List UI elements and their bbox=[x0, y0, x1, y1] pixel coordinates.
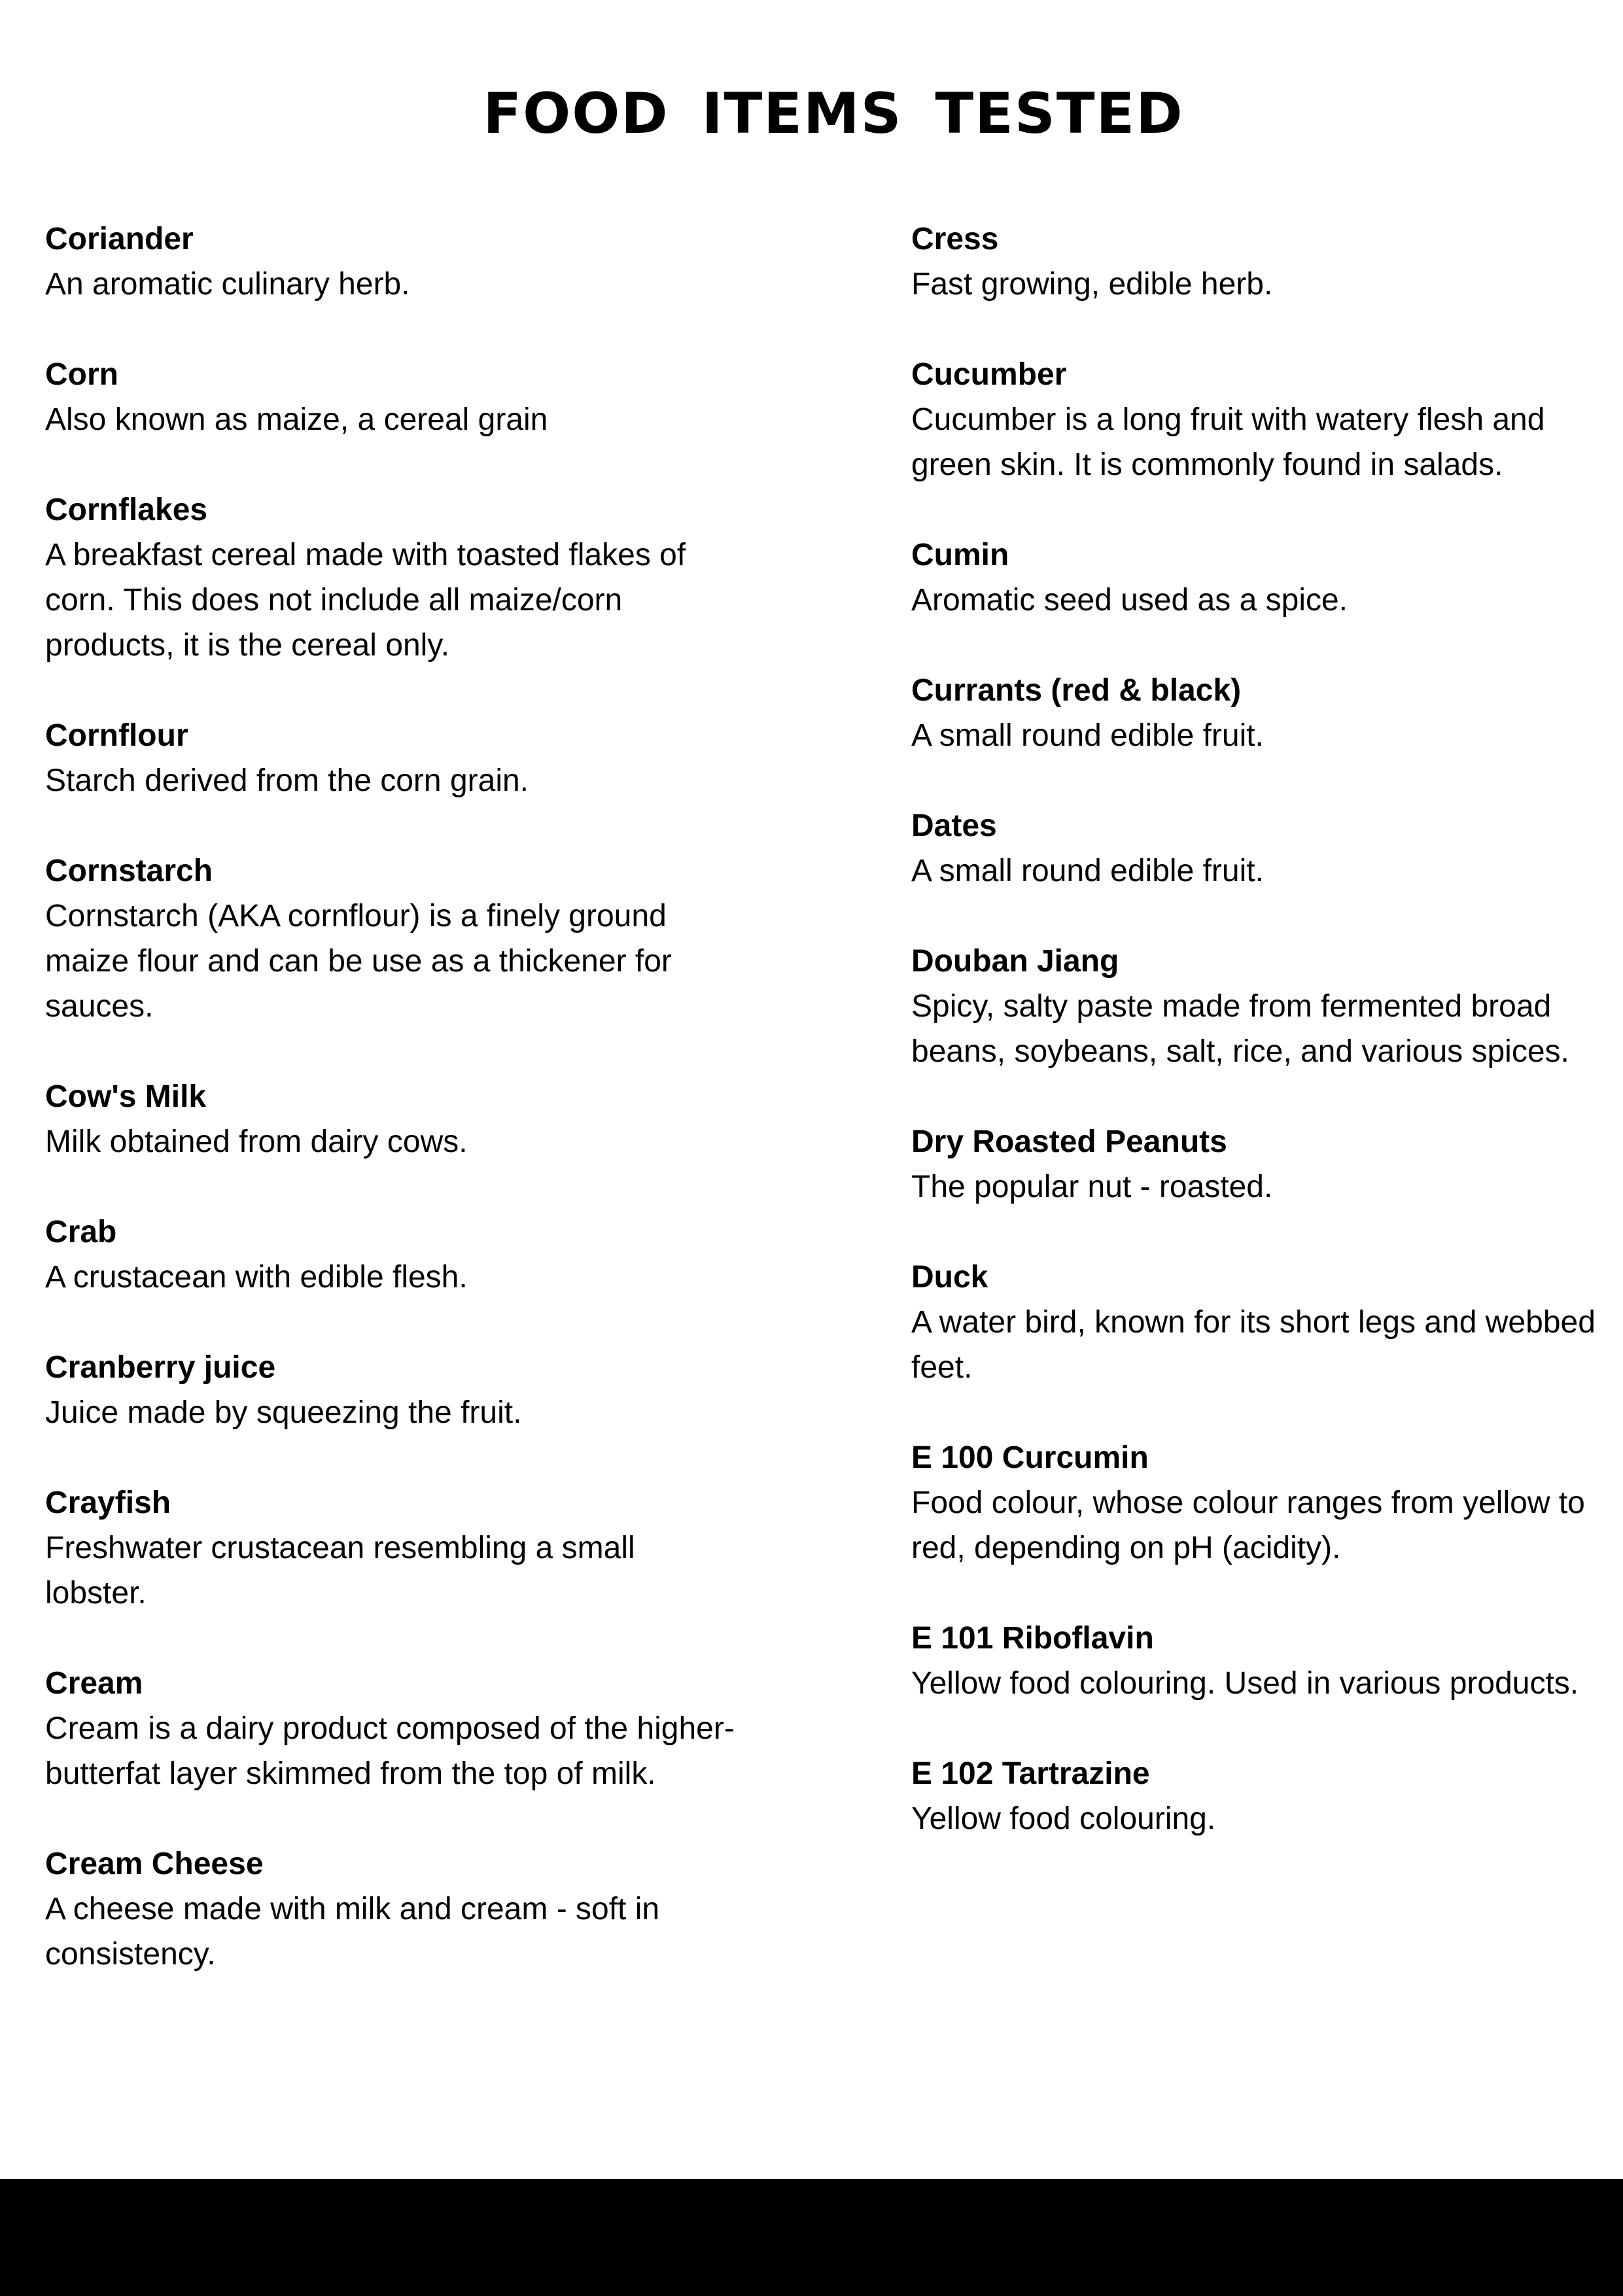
food-item bbox=[911, 803, 1605, 894]
food-item-description: A crustacean with edible flesh. bbox=[45, 1260, 468, 1295]
food-item-name: Duck bbox=[911, 1260, 988, 1295]
food-item-name: Cranberry juice bbox=[45, 1350, 276, 1385]
food-item-name: Cress bbox=[911, 222, 999, 256]
footer-bar bbox=[0, 2179, 1623, 2296]
food-item-description: Spicy, salty paste made from fermented broad beans, soybeans, salt, rice, and various spices. bbox=[911, 989, 1569, 1069]
food-item-name: Cucumber bbox=[911, 357, 1067, 392]
food-item-description: Yellow food colouring. Used in various products. bbox=[911, 1666, 1579, 1701]
food-item bbox=[911, 217, 1605, 307]
left-column bbox=[45, 217, 765, 2022]
food-item bbox=[911, 1255, 1605, 1390]
food-item-name: Douban Jiang bbox=[911, 944, 1119, 979]
food-item-description: Yellow food colouring. bbox=[911, 1801, 1216, 1836]
food-item-name: Currants (red & black) bbox=[911, 673, 1242, 708]
food-item-description: A water bird, known for its short legs and webbed feet. bbox=[911, 1305, 1596, 1385]
food-item bbox=[911, 352, 1605, 487]
food-item bbox=[45, 1345, 765, 1435]
food-item-description: A cheese made with milk and cream - soft in consistency. bbox=[45, 1892, 660, 1972]
food-item-description: Juice made by squeezing the fruit. bbox=[45, 1395, 522, 1430]
food-item-name: Crayfish bbox=[45, 1486, 171, 1520]
food-item-description: A small round edible fruit. bbox=[911, 854, 1264, 888]
food-item-name: E 102 Tartrazine bbox=[911, 1756, 1150, 1791]
food-item bbox=[911, 668, 1605, 758]
food-item-description: Cream is a dairy product composed of the higher-butterfat layer skimmed from the top of milk. bbox=[45, 1711, 735, 1791]
food-item-name: E 100 Curcumin bbox=[911, 1440, 1149, 1475]
food-item-description: Freshwater crustacean resembling a small lobster. bbox=[45, 1531, 635, 1610]
food-item-description: Starch derived from the corn grain. bbox=[45, 763, 529, 798]
food-item-name: Dry Roasted Peanuts bbox=[911, 1124, 1227, 1159]
food-item-name: Coriander bbox=[45, 222, 194, 256]
food-item-description: The popular nut - roasted. bbox=[911, 1170, 1273, 1204]
food-item-description: A breakfast cereal made with toasted flakes of corn. This does not include all maize/corn products, it is the cereal only. bbox=[45, 538, 686, 663]
food-item-name: Crab bbox=[45, 1215, 117, 1249]
food-item bbox=[911, 1435, 1605, 1571]
food-item bbox=[911, 939, 1605, 1074]
food-item-name: Dates bbox=[911, 809, 997, 843]
food-item-description: Aromatic seed used as a spice. bbox=[911, 583, 1348, 617]
page-title: FOOD ITEMS TESTED bbox=[483, 81, 1184, 147]
food-item-name: Cumin bbox=[911, 538, 1009, 572]
food-item bbox=[45, 352, 765, 442]
food-item-description: Food colour, whose colour ranges from yellow to red, depending on pH (acidity). bbox=[911, 1486, 1585, 1565]
food-item-description: Cornstarch (AKA cornflour) is a finely ground maize flour and can be use as a thickener for sauces. bbox=[45, 899, 672, 1024]
food-item bbox=[45, 1480, 765, 1616]
food-item bbox=[911, 1751, 1605, 1841]
food-item-description: Milk obtained from dairy cows. bbox=[45, 1124, 468, 1159]
food-item bbox=[45, 848, 765, 1029]
food-item bbox=[45, 1841, 765, 1977]
food-item bbox=[45, 487, 765, 668]
right-column bbox=[911, 217, 1605, 1887]
food-item bbox=[911, 1616, 1605, 1706]
food-item-name: Cornstarch bbox=[45, 854, 213, 888]
food-item-name: Cornflakes bbox=[45, 493, 208, 527]
food-item-name: E 101 Riboflavin bbox=[911, 1621, 1154, 1656]
food-item-description: Cucumber is a long fruit with watery flesh and green skin. It is commonly found in salads. bbox=[911, 402, 1545, 482]
food-item bbox=[45, 217, 765, 307]
food-item bbox=[45, 1661, 765, 1796]
food-item-name: Cream Cheese bbox=[45, 1847, 264, 1881]
food-item-name: Cornflour bbox=[45, 718, 188, 753]
food-item-name: Cow's Milk bbox=[45, 1079, 207, 1114]
food-item bbox=[45, 1209, 765, 1300]
food-item-description: Also known as maize, a cereal grain bbox=[45, 402, 548, 437]
food-item bbox=[911, 532, 1605, 623]
food-item bbox=[45, 713, 765, 803]
food-item-name: Cream bbox=[45, 1666, 143, 1701]
food-item bbox=[45, 1074, 765, 1164]
food-item bbox=[911, 1119, 1605, 1209]
food-item-description: An aromatic culinary herb. bbox=[45, 267, 410, 302]
food-item-description: Fast growing, edible herb. bbox=[911, 267, 1273, 302]
food-item-name: Corn bbox=[45, 357, 118, 392]
food-item-description: A small round edible fruit. bbox=[911, 718, 1264, 753]
